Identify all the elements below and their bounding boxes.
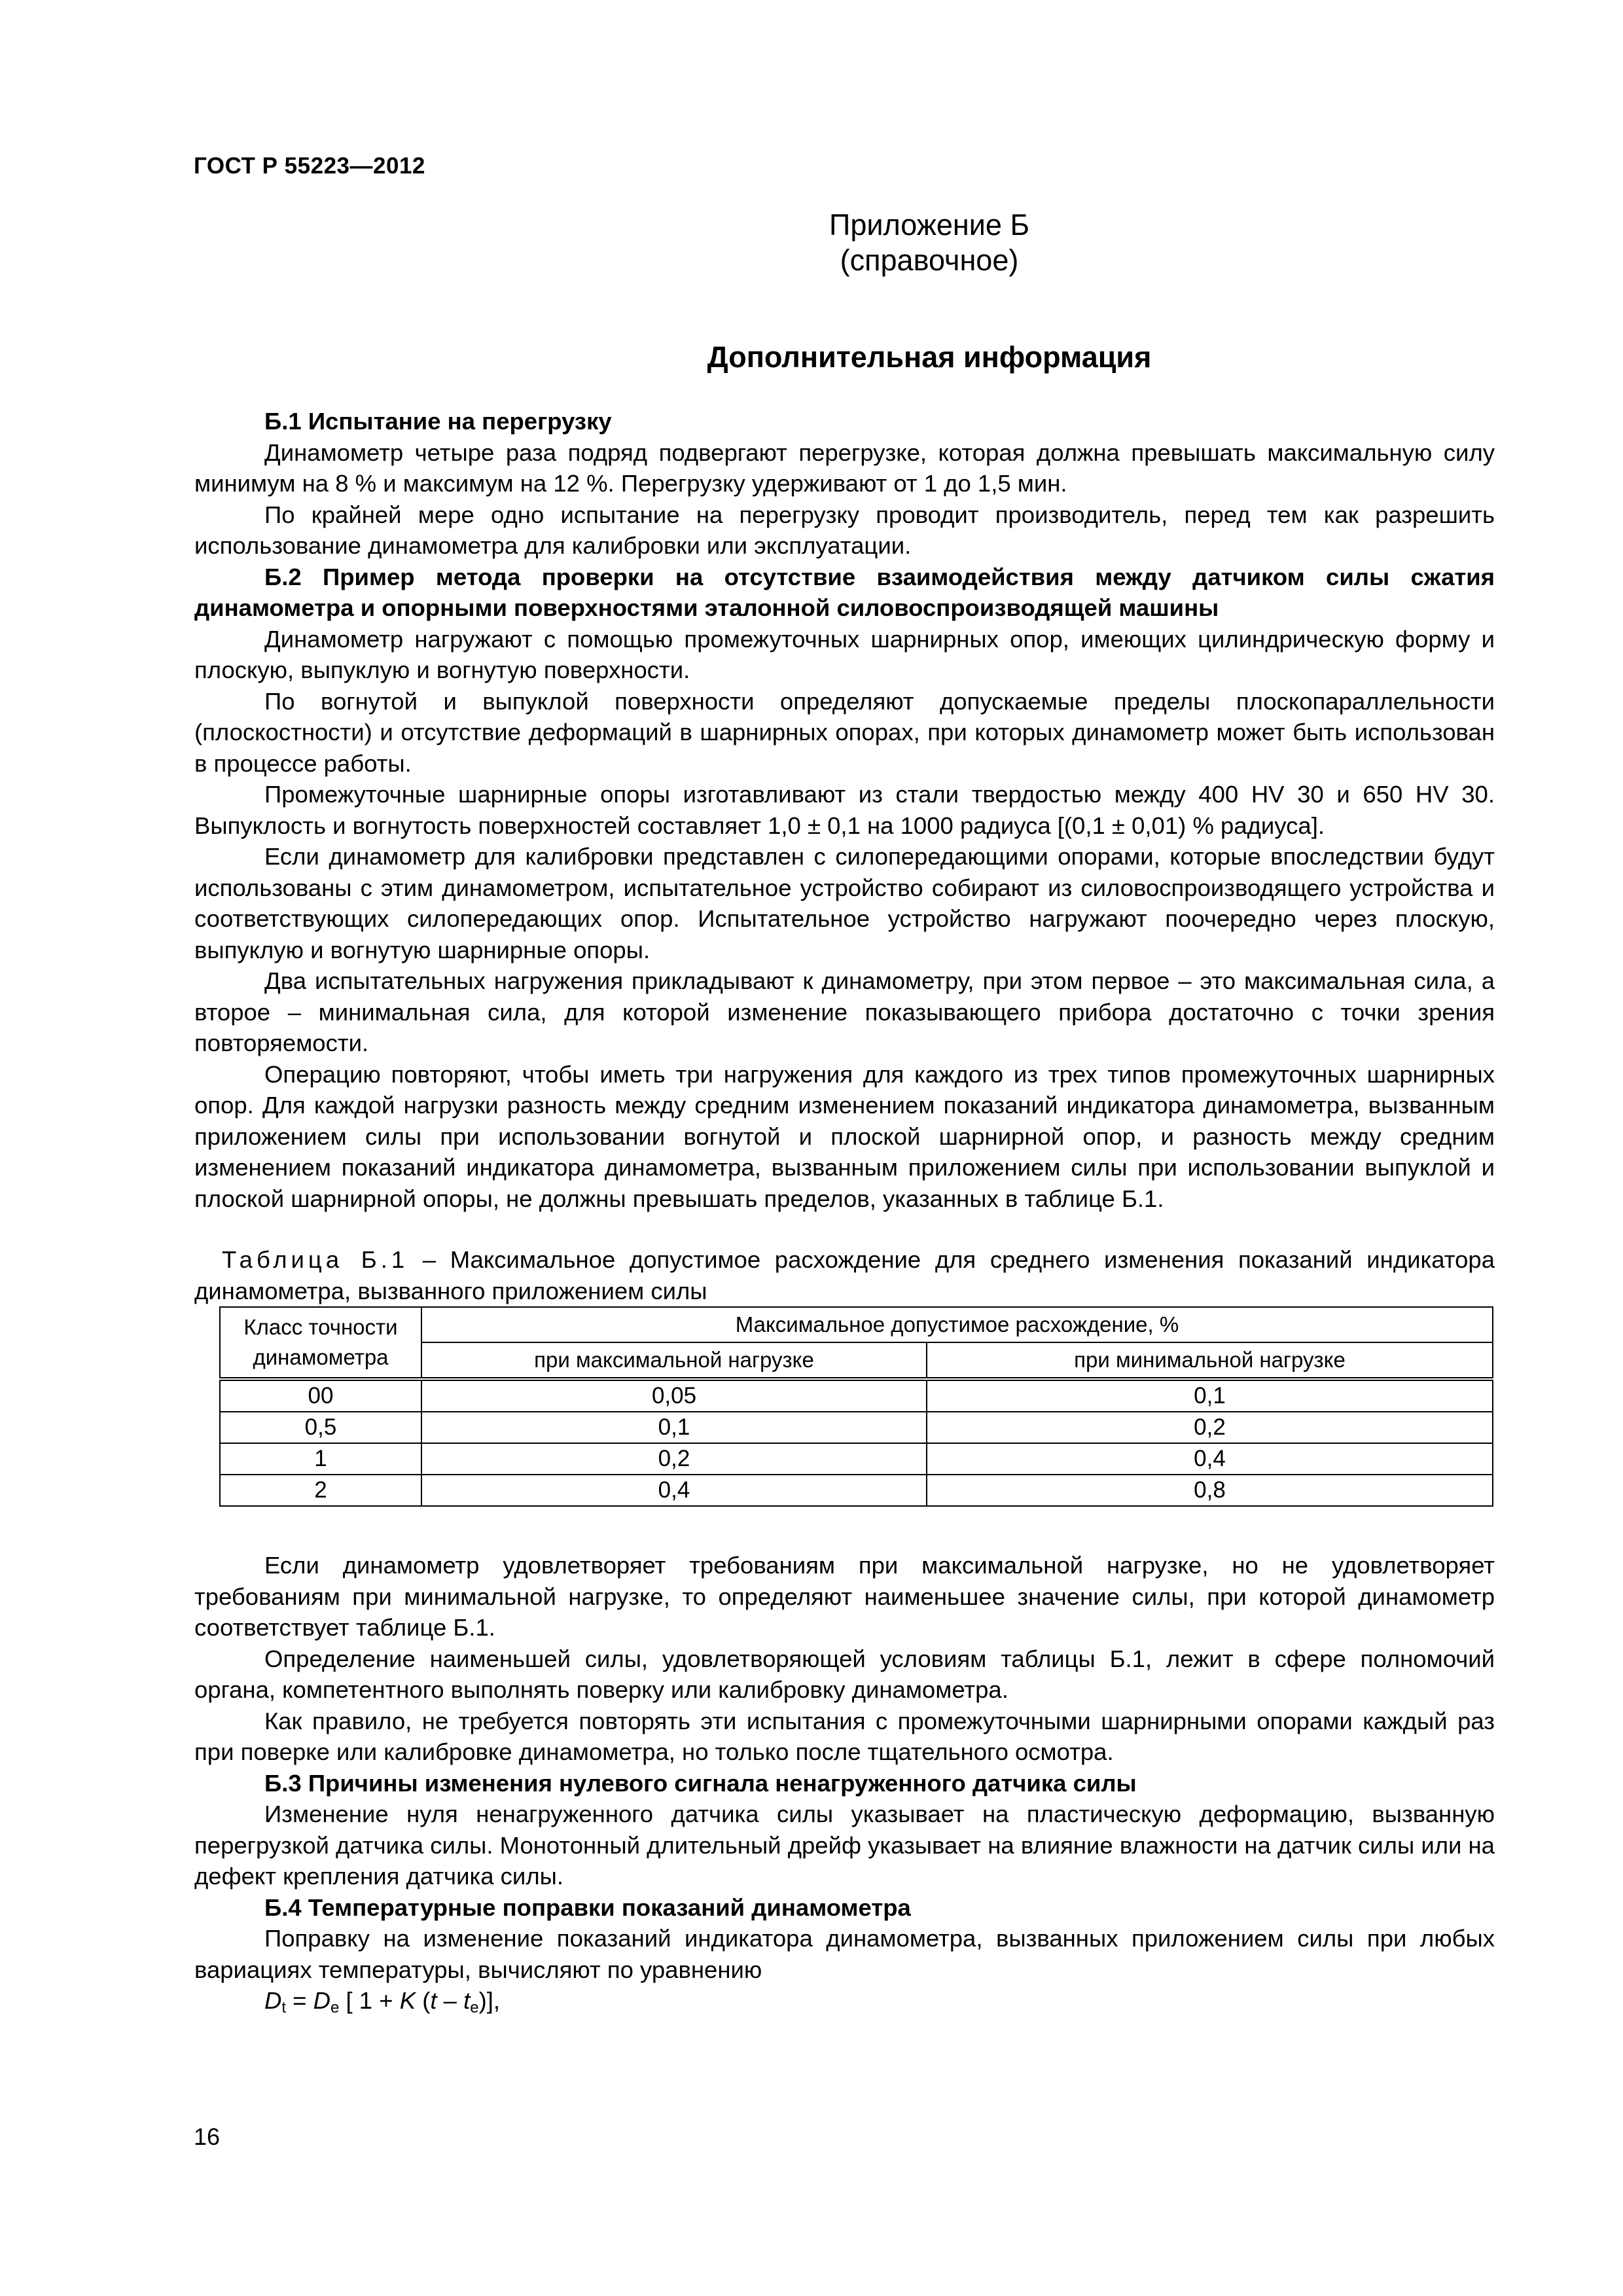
paragraph: Два испытательных нагружения прикладывают к динамометру, при этом первое – это максимальная сила, а второе – минимальная сила, для которой изменение показывающего прибора достаточно с точки зрения повторяемости. [194,967,1495,1056]
paragraph: Если динамометр для калибровки представлен с силопередающими опорами, которые впоследствии будут использованы с этим динамометром, испытательное устройство собирают из силовоспроизводящего устройства и соответствующих силопередающих опор. Испытательное устройство нагружают поочередно через плоскую, выпуклую и вогнутую шарнирные опоры. [194,843,1495,963]
paragraph: Как правило, не требуется повторять эти испытания с промежуточными шарнирными опорами каждый раз при поверке или калибровке динамометра, но только после тщательного осмотра. [194,1707,1495,1765]
paragraph: Промежуточные шарнирные опоры изготавливают из стали твердостью между 400 HV 30 и 650 HV 30. Выпуклость и вогнутость поверхностей составляет 1,0 ± 0,1 на 1000 радиуса [(0,1 ± 0,01) % радиуса]. [194,781,1495,839]
document-body [194,406,1495,2017]
paragraph: Если динамометр удовлетворяет требованиям при максимальной нагрузке, но не удовлетворяет требованиям при минимальной нагрузке, то определяют наименьшее значение силы, при которой динамометр соответствует таблице Б.1. [194,1552,1495,1641]
table-cell-max: 0,4 [421,1475,927,1506]
table-cell-min: 0,1 [927,1379,1493,1412]
section-b4-heading: Б.4 Температурные поправки показаний динамометра [264,1893,911,1921]
table-cell-min: 0,2 [927,1412,1493,1443]
tolerance-table [219,1306,1493,1507]
paragraph: Изменение нуля ненагруженного датчика силы указывает на пластическую деформацию, вызванную перегрузкой датчика силы. Монотонный длительный дрейф указывает на влияние влажности на датчик силы или на дефект крепления датчика силы. [194,1801,1495,1890]
table-cell-class: 0,5 [220,1412,421,1443]
table-cell-min: 0,8 [927,1475,1493,1506]
table-header-class: Класс точности динамометра [220,1307,421,1379]
main-title: Дополнительная информация [707,340,1152,374]
table-row [220,1475,1493,1506]
table-header-min: при минимальной нагрузке [927,1342,1493,1379]
standard-number: ГОСТ Р 55223—2012 [194,153,425,179]
paragraph: Динамометр нагружают с помощью промежуточных шарнирных опор, имеющих цилиндрическую форму и плоскую, выпуклую и вогнутую поверхности. [194,625,1495,683]
paragraph: Поправку на изменение показаний индикатора динамометра, вызванных приложением силы при любых вариациях температуры, вычисляют по уравнению [194,1925,1495,1983]
section-b1-heading: Б.1 Испытание на перегрузку [264,408,612,435]
appendix-title: Приложение Б [829,208,1029,242]
temperature-formula: $D_t = D_e$ [ 1 + K $(t - t_e)$], [264,1987,501,2017]
table-header-group: Максимальное допустимое расхождение, % [421,1307,1493,1342]
table-cell-max: 0,05 [421,1379,927,1412]
table-row [220,1412,1493,1443]
after-table-block [194,1550,1495,1768]
paragraph: По вогнутой и выпуклой поверхности определяют допускаемые пределы плоскопараллельности (плоскостности) и отсутствие деформаций в шарнирных опорах, при которых динамометр может быть использован в процессе работы. [194,687,1495,777]
appendix-subtitle: (справочное) [840,243,1019,277]
table-cell-min: 0,4 [927,1443,1493,1475]
section-b2-heading: Б.2 Пример метода проверки на отсутствие взаимодействия между датчиком силы сжатия динамометра и опорными поверхностями эталонной силовоспроизводящей машины [194,563,1495,621]
table-caption-text: – Максимальное допустимое расхождение для среднего изменения показаний индикатора динамометра, вызванного приложением силы [194,1246,1495,1304]
table-caption [194,1244,1495,1306]
paragraph: По крайней мере одно испытание на перегрузку проводит производитель, перед тем как разрешить использование динамометра для калибровки или эксплуатации. [194,501,1495,559]
table-cell-class: 00 [220,1379,421,1412]
table-header-max: при максимальной нагрузке [421,1342,927,1379]
page-number: 16 [194,2123,221,2150]
table-cell-class: 2 [220,1475,421,1506]
table-row [220,1379,1493,1412]
paragraph: Операцию повторяют, чтобы иметь три нагружения для каждого из трех типов промежуточных шарнирных опор. Для каждой нагрузки разность между средним изменением показаний индикатора динамометра, вызванным приложением силы при использовании вогнутой и плоской шарнирной опор, и разность между средним изменением показаний индикатора динамометра, вызванным приложением силы при использовании выпуклой и плоской шарнирной опоры, не должны превышать пределов, указанных в таблице Б.1. [194,1060,1495,1212]
table-cell-class: 1 [220,1443,421,1475]
table-row [220,1443,1493,1475]
paragraph: Определение наименьшей силы, удовлетворяющей условиям таблицы Б.1, лежит в сфере полномочий органа, компетентного выполнять поверку или калибровку динамометра. [194,1645,1495,1703]
table-caption-label: Таблица Б.1 [222,1246,409,1273]
table-cell-max: 0,1 [421,1412,927,1443]
paragraph: Динамометр четыре раза подряд подвергают перегрузке, которая должна превышать максимальную силу минимум на 8 % и максимум на 12 %. Перегрузку удерживают от 1 до 1,5 мин. [194,439,1495,497]
section-b3-heading: Б.3 Причины изменения нулевого сигнала ненагруженного датчика силы [264,1769,1137,1797]
table-cell-max: 0,2 [421,1443,927,1475]
